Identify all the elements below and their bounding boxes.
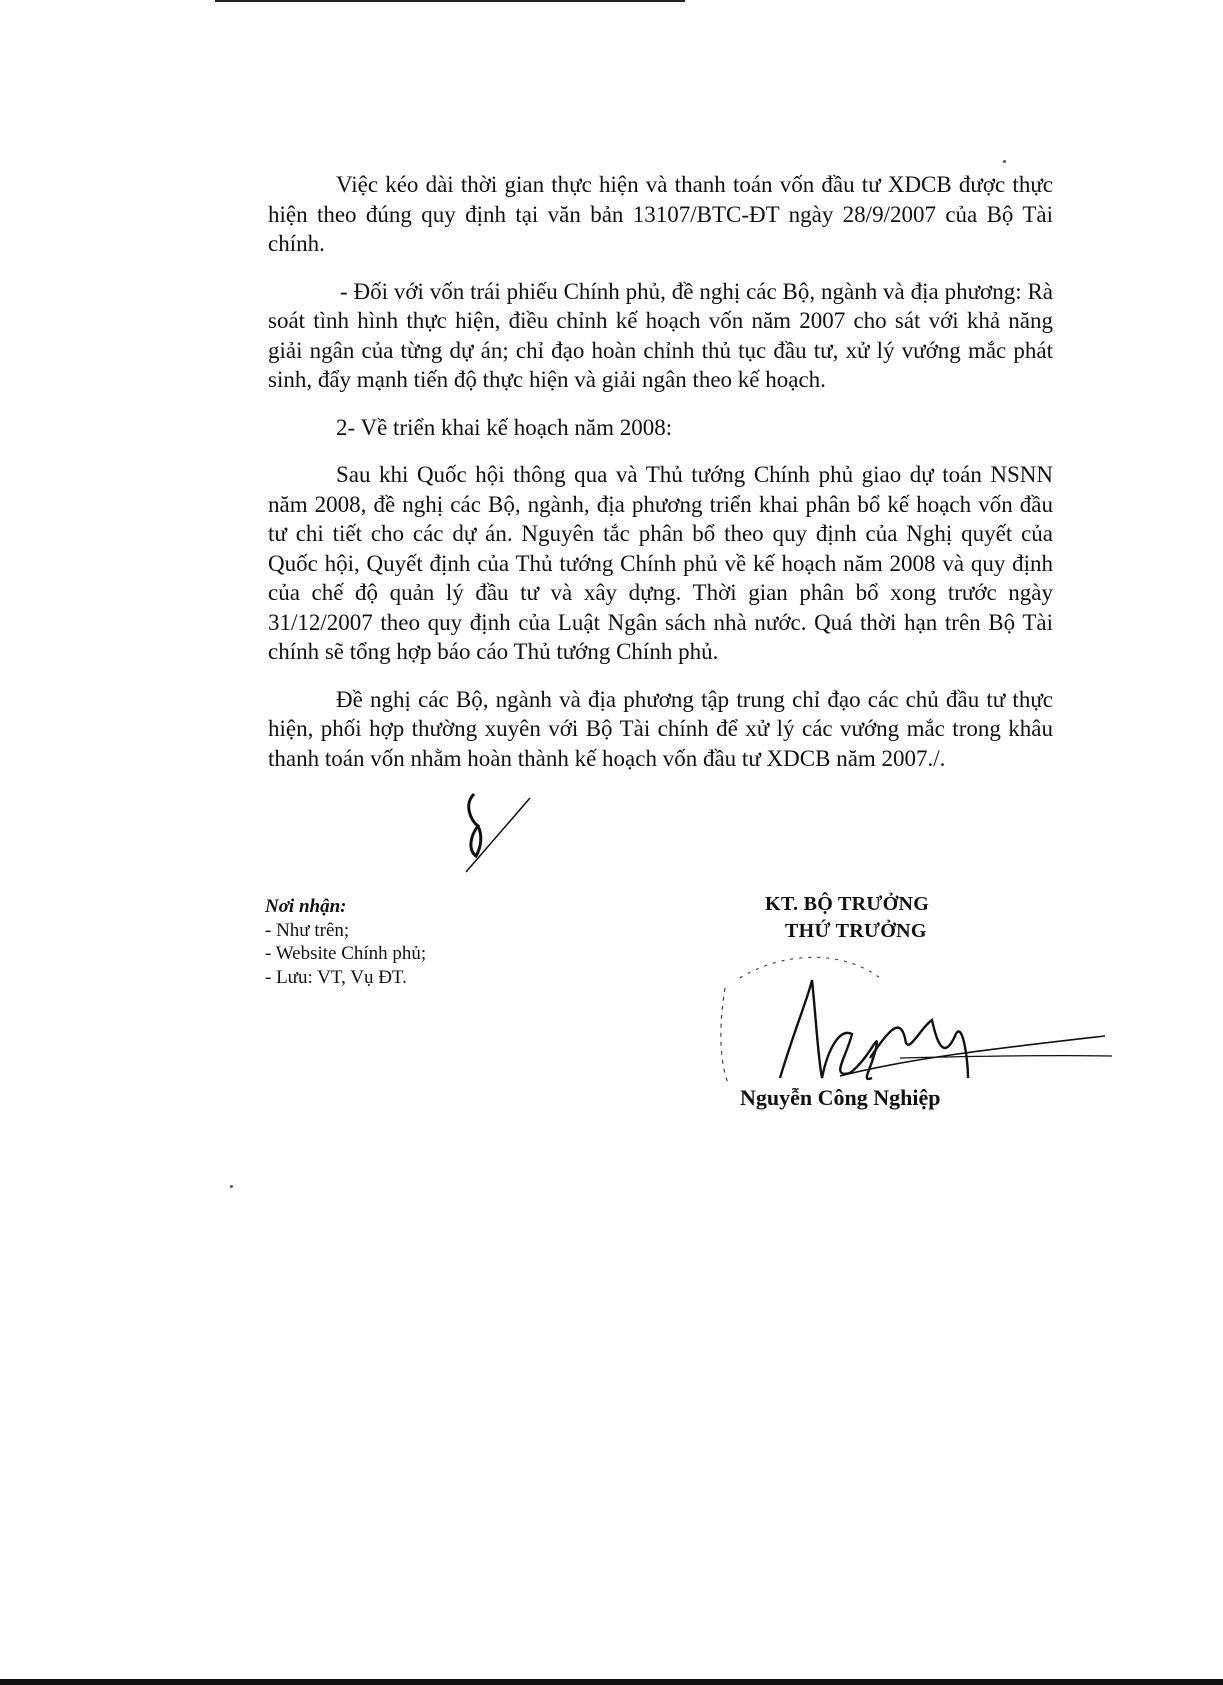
recipients-list: [265, 919, 565, 990]
stray-dot: [1003, 160, 1006, 163]
signer-role-line1: KT. BỘ TRƯỞNG: [765, 893, 930, 915]
signer-role-line2: THỨ TRƯỞNG: [785, 920, 927, 942]
initial-mark: [460, 790, 540, 880]
recipient-item: - Lưu: VT, Vụ ĐT.: [265, 966, 407, 988]
paragraph: - Đối với vốn trái phiếu Chính phủ, đề nghị các Bộ, ngành và địa phương: Rà soát tình hình thực hiện, điều chỉnh kế hoạch vốn năm 2007 cho sát với khả năng giải ngân của từng dự án; chỉ đạo hoàn chỉnh thủ tục đầu tư, xử lý vướng mắc phát sinh, đẩy mạnh tiến độ thực hiện và giải ngân theo kế hoạch.: [268, 278, 1053, 392]
signature-block: [700, 893, 1000, 1123]
recipient-item: - Website Chính phủ;: [265, 943, 427, 964]
stray-dot: [230, 1185, 233, 1188]
recipients-heading: Nơi nhận:: [265, 896, 347, 917]
section-heading: 2- Về triển khai kế hoạch năm 2008:: [336, 414, 673, 440]
document-body: [268, 170, 1053, 773]
bottom-rule: [0, 1679, 1223, 1685]
signer-name: Nguyễn Công Nghiệp: [740, 1085, 941, 1110]
handwritten-signature: [700, 908, 1120, 1108]
paragraph: Sau khi Quốc hội thông qua và Thủ tướng Chính phủ giao dự toán NSNN năm 2008, đề nghị các Bộ, ngành, địa phương triển khai phân bổ kế hoạch vốn đầu tư chi tiết cho các dự án. Nguyên tắc phân bổ theo quy định của Nghị quyết của Quốc hội, Quyết định của Thủ tướng Chính phủ về kế hoạch năm 2008 và quy định của chế độ quản lý đầu tư và xây dựng. Thời gian phân bổ xong trước ngày 31/12/2007 theo quy định của Luật Ngân sách nhà nước. Quá thời hạn trên Bộ Tài chính sẽ tổng hợp báo cáo Thủ tướng Chính phủ.: [268, 462, 1053, 664]
top-rule: [215, 0, 685, 2]
paragraph: Đề nghị các Bộ, ngành và địa phương tập trung chỉ đạo các chủ đầu tư thực hiện, phối hợp thường xuyên với Bộ Tài chính để xử lý các vướng mắc trong khâu thanh toán vốn nhằm hoàn thành kế hoạch vốn đầu tư XDCB năm 2007./.: [268, 686, 1053, 771]
recipient-item: - Như trên;: [265, 919, 350, 941]
paragraph: Việc kéo dài thời gian thực hiện và thanh toán vốn đầu tư XDCB được thực hiện theo đúng quy định tại văn bản 13107/BTC-ĐT ngày 28/9/2007 của Bộ Tài chính.: [268, 172, 1053, 256]
recipients: [265, 895, 565, 989]
